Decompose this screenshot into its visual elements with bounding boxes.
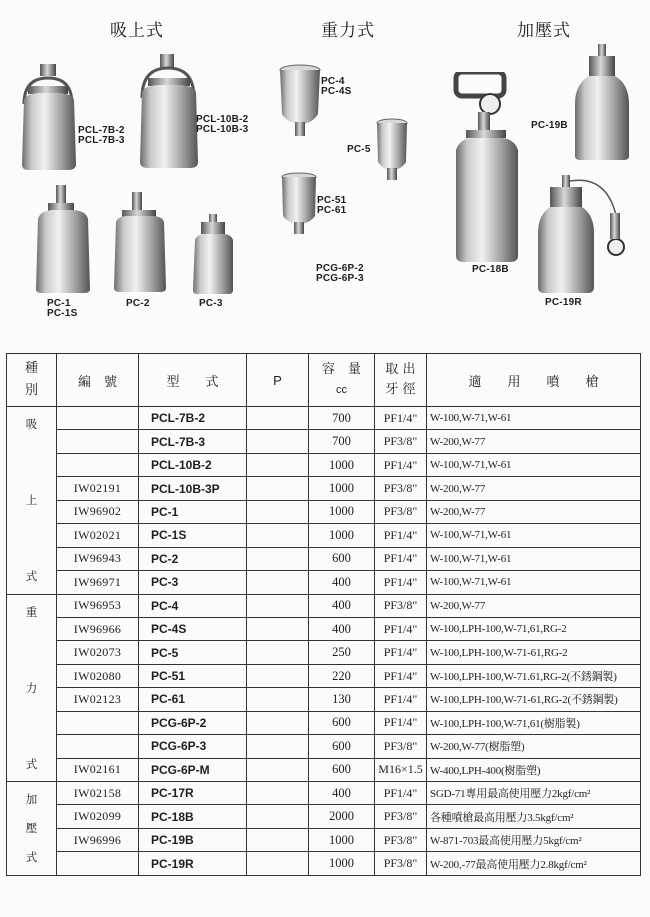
p-cell [247,453,309,476]
code-cell: IW02099 [57,805,139,828]
usage-cell: W-200,W-77 [427,477,641,500]
code-cell: IW96996 [57,828,139,851]
code-cell [57,407,139,430]
code-cell: IW96966 [57,617,139,640]
usage-cell: SGD-71專用最高使用壓力2kgf/cm² [427,782,641,805]
capacity-cell: 130 [309,688,375,711]
table-row [7,617,641,640]
thread-cell: PF3/8" [375,828,427,851]
type-cell: PCL-10B-3P [139,477,247,500]
usage-cell: W-100,W-71,W-61 [427,547,641,570]
capacity-cell: 400 [309,617,375,640]
type-cell: PC-4 [139,594,247,617]
thread-cell: PF1/4" [375,547,427,570]
header-thread: 取 出 牙 徑 [375,354,427,407]
product-image-pc-5 [375,118,409,186]
product-image-pc-18b [452,72,522,264]
kind-char: 力 [25,680,38,695]
product-image-pcl-7b [18,64,80,172]
p-cell [247,852,309,875]
p-cell [247,594,309,617]
table-row [7,828,641,851]
type-cell: PCL-10B-2 [139,453,247,476]
image-label-pc-3: PC-3 [199,298,223,309]
image-label-pcl-10b: PCL-10B-2 PCL-10B-3 [196,114,249,135]
category-title-suction: 吸上式 [110,21,164,41]
table-row [7,852,641,875]
thread-cell: PF3/8" [375,735,427,758]
thread-cell: M16×1.5 [375,758,427,781]
capacity-cell: 1000 [309,453,375,476]
type-cell: PC-5 [139,641,247,664]
type-cell: PC-61 [139,688,247,711]
header-code: 編 號 [57,354,139,407]
p-cell [247,524,309,547]
type-cell: PC-2 [139,547,247,570]
table-row [7,594,641,617]
product-image-pcl-10b [138,54,200,170]
header-capacity-unit: cc [336,384,347,396]
p-cell [247,430,309,453]
code-cell [57,735,139,758]
table-row [7,477,641,500]
table-row [7,688,641,711]
p-cell [247,664,309,687]
product-image-pc-2 [112,192,168,294]
p-cell [247,500,309,523]
table-row [7,430,641,453]
p-cell [247,735,309,758]
capacity-cell: 1000 [309,524,375,547]
usage-cell: W-200,W-77 [427,500,641,523]
thread-cell: PF1/4" [375,524,427,547]
type-cell: PC-19B [139,828,247,851]
type-cell: PC-18B [139,805,247,828]
table-row [7,711,641,734]
capacity-cell: 700 [309,407,375,430]
table-row [7,805,641,828]
table-row [7,782,641,805]
image-label-pc-5: PC-5 [347,144,371,155]
kind-cell [7,782,57,876]
table-row [7,758,641,781]
usage-cell: 各種噴槍最高用壓力3.5kgf/cm² [427,805,641,828]
category-title-gravity: 重力式 [321,21,375,41]
capacity-cell: 1000 [309,828,375,851]
type-cell: PCG-6P-2 [139,711,247,734]
code-cell: IW96902 [57,500,139,523]
code-cell [57,852,139,875]
usage-cell: W-100,LPH-100,W-71-61,RG-2(不銹鋼製) [427,688,641,711]
usage-cell: W-100,LPH-100,W-71-61,RG-2 [427,641,641,664]
type-cell: PC-3 [139,571,247,594]
type-cell: PC-1S [139,524,247,547]
header-usage: 適 用 噴 槍 [427,354,641,407]
table-row [7,500,641,523]
capacity-cell: 400 [309,594,375,617]
type-cell: PC-4S [139,617,247,640]
usage-cell: W-100,LPH-100,W-71,61,RG-2 [427,617,641,640]
p-cell [247,477,309,500]
thread-cell: PF1/4" [375,571,427,594]
p-cell [247,758,309,781]
type-cell: PC-1 [139,500,247,523]
usage-cell: W-200,W-77(樹脂塑) [427,735,641,758]
thread-cell: PF1/4" [375,453,427,476]
code-cell: IW96971 [57,571,139,594]
kind-char: 加 [25,792,38,807]
image-label-pc-2: PC-2 [126,298,150,309]
code-cell [57,453,139,476]
image-label-pc-4: PC-4 PC-4S [321,76,352,97]
p-cell [247,617,309,640]
thread-cell: PF3/8" [375,852,427,875]
usage-cell: W-200,W-77 [427,594,641,617]
kind-char: 式 [25,850,38,865]
table-row [7,641,641,664]
header-kind: 種 別 [7,354,57,407]
table-row [7,735,641,758]
usage-cell: W-871-703最高使用壓力5kgf/cm² [427,828,641,851]
image-label-pc-19r: PC-19R [545,297,582,308]
type-cell: PC-19R [139,852,247,875]
capacity-cell: 600 [309,735,375,758]
code-cell: IW02021 [57,524,139,547]
capacity-cell: 600 [309,758,375,781]
table-row [7,524,641,547]
kind-char: 吸 [25,417,38,432]
capacity-cell: 220 [309,664,375,687]
code-cell [57,430,139,453]
usage-cell: W-100,W-71,W-61 [427,407,641,430]
header-capacity [309,354,375,407]
type-cell: PCG-6P-M [139,758,247,781]
p-cell [247,688,309,711]
thread-cell: PF1/4" [375,664,427,687]
thread-cell: PF1/4" [375,782,427,805]
thread-cell: PF1/4" [375,617,427,640]
product-image-pc-3 [191,214,235,294]
p-cell [247,782,309,805]
capacity-cell: 1000 [309,500,375,523]
usage-cell: W-100,W-71,W-61 [427,453,641,476]
thread-cell: PF1/4" [375,688,427,711]
capacity-cell: 250 [309,641,375,664]
code-cell: IW02123 [57,688,139,711]
image-label-pc-19b: PC-19B [531,120,568,131]
capacity-cell: 700 [309,430,375,453]
table-row [7,407,641,430]
capacity-cell: 2000 [309,805,375,828]
spec-table [6,353,641,876]
p-cell [247,828,309,851]
type-cell: PCL-7B-2 [139,407,247,430]
table-row [7,664,641,687]
code-cell: IW96953 [57,594,139,617]
capacity-cell: 400 [309,782,375,805]
table-row [7,547,641,570]
kind-char: 上 [25,493,38,508]
kind-char: 式 [25,569,38,584]
capacity-cell: 1000 [309,852,375,875]
product-image-pc-1 [34,185,92,295]
code-cell [57,711,139,734]
usage-cell: W-100,LPH-100,W-71.61,RG-2(不銹鋼製) [427,664,641,687]
p-cell [247,407,309,430]
thread-cell: PF3/8" [375,477,427,500]
thread-cell: PF1/4" [375,711,427,734]
usage-cell: W-200,-77最高使用壓力2.8kgf/cm² [427,852,641,875]
p-cell [247,547,309,570]
p-cell [247,571,309,594]
header-type: 型 式 [139,354,247,407]
image-label-pcg-6p: PCG-6P-2 PCG-6P-3 [316,263,364,284]
thread-cell: PF3/8" [375,430,427,453]
product-image-pc-19r [536,175,628,295]
usage-cell: W-200,W-77 [427,430,641,453]
kind-char: 重 [25,604,38,619]
usage-cell: W-100,LPH-100,W-71,61(樹脂製) [427,711,641,734]
product-image-pc-4 [278,64,322,142]
code-cell: IW02080 [57,664,139,687]
thread-cell: PF3/8" [375,805,427,828]
image-label-pcl-7b: PCL-7B-2 PCL-7B-3 [78,125,125,146]
table-row [7,453,641,476]
code-cell: IW02191 [57,477,139,500]
kind-cell [7,594,57,782]
code-cell: IW02073 [57,641,139,664]
code-cell: IW02161 [57,758,139,781]
image-label-pc-1: PC-1 PC-1S [47,298,78,319]
p-cell [247,711,309,734]
kind-char: 壓 [25,821,38,836]
p-cell [247,641,309,664]
capacity-cell: 1000 [309,477,375,500]
thread-cell: PF3/8" [375,500,427,523]
usage-cell: W-100,W-71,W-61 [427,524,641,547]
type-cell: PC-17R [139,782,247,805]
type-cell: PCG-6P-3 [139,735,247,758]
image-label-pc-51: PC-51 PC-61 [317,195,347,216]
capacity-cell: 600 [309,711,375,734]
type-cell: PCL-7B-3 [139,430,247,453]
header-capacity-label: 容 量 [321,362,361,377]
thread-cell: PF1/4" [375,407,427,430]
header-p: P [247,354,309,407]
kind-cell [7,407,57,595]
category-title-pressure: 加壓式 [517,21,571,41]
capacity-cell: 400 [309,571,375,594]
type-cell: PC-51 [139,664,247,687]
table-row [7,571,641,594]
thread-cell: PF3/8" [375,594,427,617]
product-image-pc-19b [573,44,631,162]
kind-char: 式 [25,756,38,771]
p-cell [247,805,309,828]
capacity-cell: 600 [309,547,375,570]
thread-cell: PF1/4" [375,641,427,664]
product-image-pc-51 [280,172,318,240]
usage-cell: W-400,LPH-400(樹脂塑) [427,758,641,781]
code-cell: IW02158 [57,782,139,805]
table-header-row [7,354,641,407]
usage-cell: W-100,W-71,W-61 [427,571,641,594]
code-cell: IW96943 [57,547,139,570]
image-label-pc-18b: PC-18B [472,264,509,275]
